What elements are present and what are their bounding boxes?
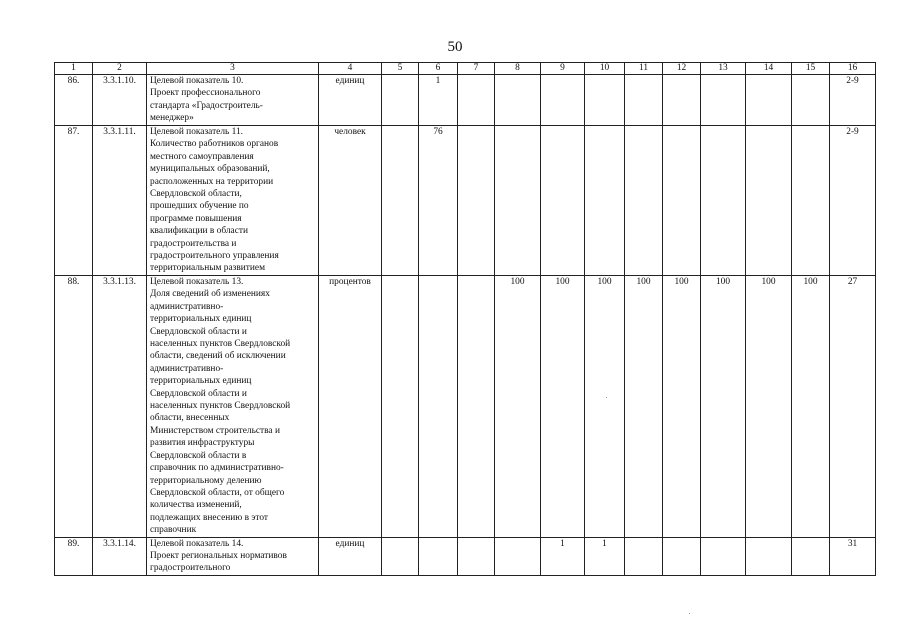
value-cell [541, 126, 585, 276]
column-number-cell: 5 [382, 63, 419, 75]
column-number-cell: 11 [625, 63, 663, 75]
indicator-name-line: муниципальных образований, [150, 164, 270, 175]
value-cell: 100 [663, 276, 701, 538]
indicator-name [147, 537, 319, 575]
value-cell: 100 [746, 276, 792, 538]
value-cell: 100 [495, 276, 541, 538]
value-cell [792, 537, 830, 575]
value-cell [495, 126, 541, 276]
indicator-name-line: Целевой показатель 14. [150, 538, 244, 549]
indicator-name-line: Количество работников органов [150, 139, 279, 150]
value-cell [382, 276, 419, 538]
value-cell: 1 [585, 537, 625, 575]
value-cell [419, 276, 458, 538]
table-row [55, 126, 876, 276]
value-cell [585, 126, 625, 276]
indicator-name-line: Доля сведений об изменениях [150, 289, 270, 300]
indicator-name-line: области, внесенных [150, 413, 230, 424]
row-number: 87. [55, 126, 93, 276]
indicator-name [147, 276, 319, 538]
scan-speck [689, 613, 690, 614]
indicator-code: 3.3.1.13. [93, 276, 147, 538]
value-cell [382, 75, 419, 126]
indicator-name-line: Проект профессионального [150, 88, 261, 99]
indicator-name-line: местного самоуправления [150, 151, 254, 162]
value-cell [701, 537, 746, 575]
value-cell [495, 75, 541, 126]
column-number-cell: 15 [792, 63, 830, 75]
row-number: 89. [55, 537, 93, 575]
indicator-name-line: Целевой показатель 11. [150, 127, 244, 137]
unit-of-measure: процентов [319, 276, 382, 538]
table-row [55, 75, 876, 126]
value-cell [701, 126, 746, 276]
source-reference: 2-9 [830, 75, 876, 126]
indicator-name-line: градостроительства и [150, 238, 237, 249]
value-cell [382, 126, 419, 276]
column-number-cell: 13 [701, 63, 746, 75]
source-reference: 2-9 [830, 126, 876, 276]
indicator-name-line: территориальному делению [150, 475, 262, 486]
table-row [55, 276, 876, 538]
value-cell [746, 537, 792, 575]
value-cell [663, 126, 701, 276]
indicator-name [147, 126, 319, 276]
table-row [55, 537, 876, 575]
indicators-table [54, 62, 876, 576]
value-cell: 100 [541, 276, 585, 538]
column-number-cell: 4 [319, 63, 382, 75]
row-number: 88. [55, 276, 93, 538]
indicator-name-line: области, сведений об исключении [150, 351, 286, 362]
value-cell [663, 537, 701, 575]
row-number: 86. [55, 75, 93, 126]
value-cell: 100 [625, 276, 663, 538]
indicator-name [147, 75, 319, 126]
indicator-name-line: Свердловской области, от общего [150, 487, 285, 498]
scan-speck [606, 397, 607, 398]
unit-of-measure: единиц [319, 537, 382, 575]
source-reference: 31 [830, 537, 876, 575]
value-cell: 1 [541, 537, 585, 575]
indicator-name-line: Свердловской области в [150, 450, 247, 461]
column-number-cell: 1 [55, 63, 93, 75]
value-cell [382, 537, 419, 575]
column-number-cell: 6 [419, 63, 458, 75]
value-cell [792, 75, 830, 126]
source-reference: 27 [830, 276, 876, 538]
indicator-name-line: градостроительного [150, 563, 231, 574]
indicator-name-line: развития инфраструктуры [150, 438, 255, 449]
value-cell: 100 [792, 276, 830, 538]
indicator-name-line: административно- [150, 363, 224, 374]
value-cell [625, 126, 663, 276]
column-number-cell: 7 [458, 63, 495, 75]
indicator-name-line: прошедших обучение по [150, 201, 249, 212]
value-cell [458, 75, 495, 126]
indicator-name-line: квалификации в области [150, 226, 248, 237]
value-cell: 100 [585, 276, 625, 538]
indicator-name-line: менеджер» [150, 113, 194, 124]
indicator-code: 3.3.1.11. [93, 126, 147, 276]
indicator-name-line: населенных пунктов Свердловской [150, 339, 291, 350]
value-cell: 76 [419, 126, 458, 276]
unit-of-measure: единиц [319, 75, 382, 126]
column-number-cell: 3 [147, 63, 319, 75]
indicator-name-line: стандарта «Градостроитель- [150, 100, 263, 111]
indicator-name-line: количества изменений, [150, 500, 242, 511]
value-cell [746, 75, 792, 126]
value-cell [458, 126, 495, 276]
value-cell [458, 276, 495, 538]
value-cell: 100 [701, 276, 746, 538]
value-cell [585, 75, 625, 126]
column-number-cell: 12 [663, 63, 701, 75]
value-cell [746, 126, 792, 276]
indicator-name-line: подлежащих внесению в этот [150, 512, 269, 523]
value-cell [625, 75, 663, 126]
value-cell [495, 537, 541, 575]
indicator-name-line: справочник по административно- [150, 463, 284, 474]
indicator-name-line: Свердловской области и [150, 326, 247, 337]
indicator-name-line: административно- [150, 301, 224, 312]
column-number-row [55, 63, 876, 75]
indicator-name-line: программе повышения [150, 213, 242, 224]
indicator-code: 3.3.1.14. [93, 537, 147, 575]
indicator-code: 3.3.1.10. [93, 75, 147, 126]
indicator-name-line: Проект региональных нормативов [150, 550, 287, 561]
value-cell [458, 537, 495, 575]
column-number-cell: 8 [495, 63, 541, 75]
value-cell [541, 75, 585, 126]
indicator-name-line: населенных пунктов Свердловской [150, 401, 291, 412]
indicator-name-line: территориальных единиц [150, 314, 252, 325]
column-number-cell: 9 [541, 63, 585, 75]
indicator-name-line: градостроительного управления [150, 251, 279, 262]
value-cell [792, 126, 830, 276]
indicator-name-line: Свердловской области, [150, 189, 242, 200]
indicator-name-line: Свердловской области и [150, 388, 247, 399]
indicator-name-line: Целевой показатель 10. [150, 76, 244, 86]
column-number-cell: 16 [830, 63, 876, 75]
value-cell [419, 537, 458, 575]
indicator-name-line: расположенных на территории [150, 176, 274, 187]
value-cell [701, 75, 746, 126]
indicator-name-line: территориальных единиц [150, 376, 252, 387]
value-cell [625, 537, 663, 575]
page-number: 50 [447, 39, 463, 55]
indicator-name-line: Министерством строительства и [150, 425, 280, 436]
indicator-name-line: Целевой показатель 13. [150, 277, 244, 287]
column-number-cell: 14 [746, 63, 792, 75]
unit-of-measure: человек [319, 126, 382, 276]
indicator-name-line: справочник [150, 525, 197, 536]
value-cell: 1 [419, 75, 458, 126]
column-number-cell: 2 [93, 63, 147, 75]
indicator-name-line: территориальным развитием [150, 263, 266, 274]
value-cell [663, 75, 701, 126]
column-number-cell: 10 [585, 63, 625, 75]
